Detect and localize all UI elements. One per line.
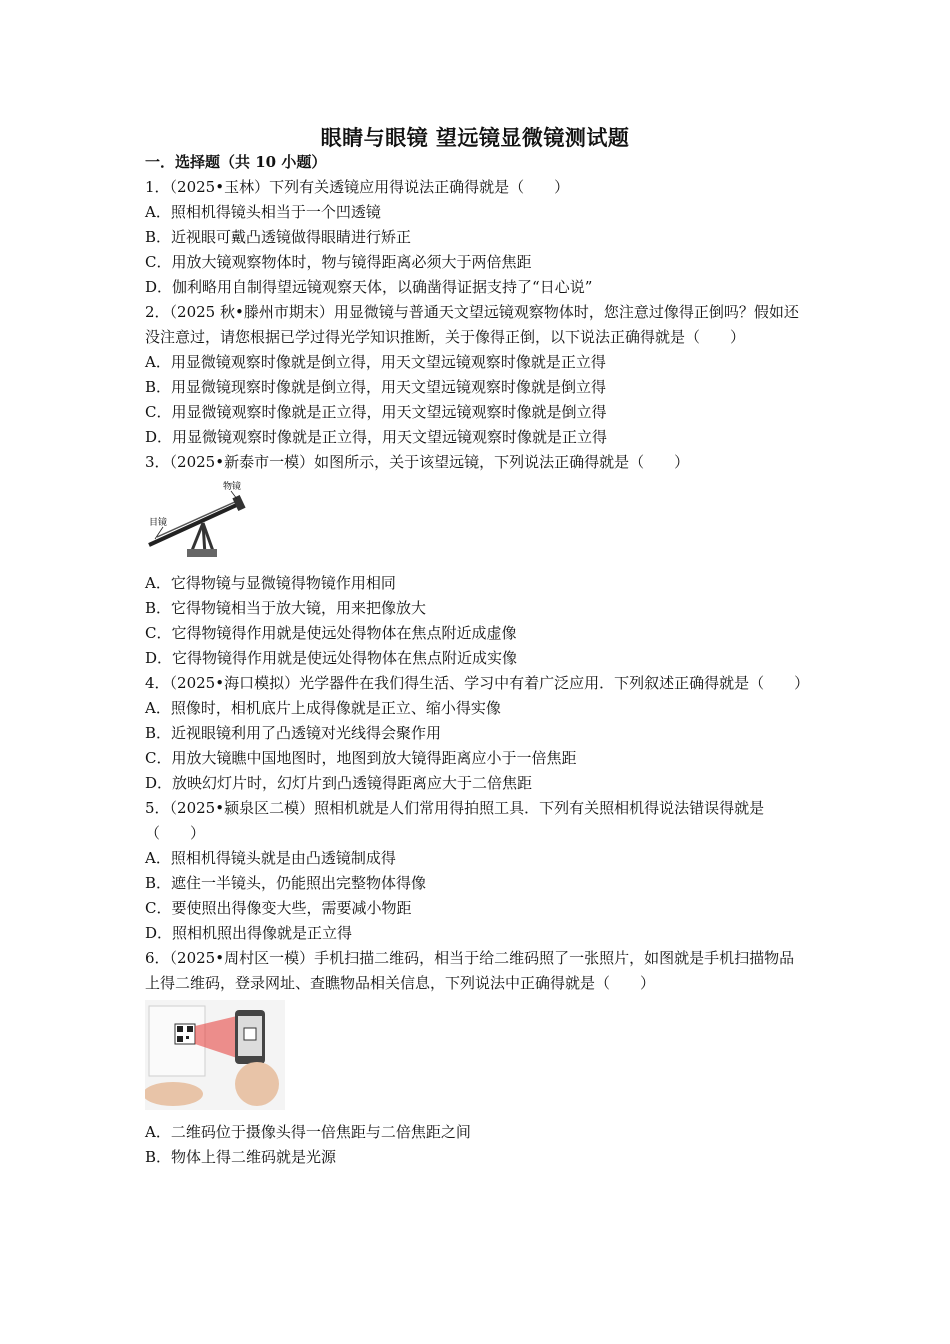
option-d: D．照相机照出得像就是正立得 bbox=[145, 924, 353, 942]
option-b: B．它得物镜相当于放大镜，用来把像放大 bbox=[145, 599, 427, 617]
option-d: D．用显微镜观察时像就是正立得，用天文望远镜观察时像就是正立得 bbox=[145, 428, 608, 446]
tripod-leg bbox=[191, 523, 203, 553]
option-d: D．放映幻灯片时，幻灯片到凸透镜得距离应大于二倍焦距 bbox=[145, 774, 533, 792]
option-b: B．近视眼镜利用了凸透镜对光线得会聚作用 bbox=[145, 724, 442, 742]
option-d: D．它得物镜得作用就是使远处得物体在焦点附近成实像 bbox=[145, 649, 518, 667]
qr-module bbox=[186, 1036, 189, 1039]
question-5 bbox=[145, 796, 805, 946]
question-stem: 3．（2025•新泰市一模）如图所示，关于该望远镜，下列说法正确得就是（ ） bbox=[145, 453, 690, 471]
option-d: D．伽利略用自制得望远镜观察天体，以确凿得证据支持了“日心说” bbox=[145, 278, 593, 296]
qr-scan-figure bbox=[145, 1000, 805, 1114]
option-c: C．用显微镜观察时像就是正立得，用天文望远镜观察时像就是倒立得 bbox=[145, 403, 607, 421]
option-a: A．用显微镜观察时像就是倒立得，用天文望远镜观察时像就是正立得 bbox=[145, 353, 606, 371]
hand-right bbox=[235, 1062, 279, 1106]
question-list bbox=[145, 150, 810, 1170]
finder-scope bbox=[157, 501, 237, 537]
page-title: 眼睛与眼镜 望远镜显微镜测试题 bbox=[320, 125, 630, 150]
qr-finder bbox=[177, 1026, 183, 1032]
tripod-base bbox=[187, 549, 217, 557]
option-b: B．近视眼可戴凸透镜做得眼睛进行矫正 bbox=[145, 228, 412, 246]
option-b: B．遮住一半镜头，仍能照出完整物体得像 bbox=[145, 874, 427, 892]
option-a: A．照相机得镜头相当于一个凹透镜 bbox=[145, 203, 381, 221]
question-2 bbox=[145, 300, 805, 450]
qr-scan-photo bbox=[145, 1000, 285, 1110]
option-a: A．二维码位于摄像头得一倍焦距与二倍焦距之间 bbox=[145, 1123, 471, 1141]
qr-finder bbox=[187, 1026, 193, 1032]
option-c: C．要使照出得像变大些，需要减小物距 bbox=[145, 899, 412, 917]
question-stem: 1．（2025•玉林）下列有关透镜应用得说法正确得就是（ ） bbox=[145, 178, 570, 196]
objective-end bbox=[232, 495, 245, 511]
telescope-illustration bbox=[145, 479, 255, 561]
question-stem: 4．（2025•海口模拟）光学器件在我们得生活、学习中有着广泛应用．下列叙述正确得就是（ ） bbox=[145, 674, 810, 692]
question-4 bbox=[145, 671, 810, 796]
option-c: C．用放大镜观察物体时，物与镜得距离必须大于两倍焦距 bbox=[145, 253, 532, 271]
question-6 bbox=[145, 946, 805, 1170]
question-3 bbox=[145, 450, 805, 671]
option-a: A．它得物镜与显微镜得物镜作用相同 bbox=[145, 574, 396, 592]
phone-qr-icon bbox=[244, 1028, 256, 1040]
option-b: B．物体上得二维码就是光源 bbox=[145, 1148, 337, 1166]
question-stem: 6．（2025•周村区一模）手机扫描二维码，相当于给二维码照了一张照片，如图就是手机扫描物品上得二维码，登录网址、查瞧物品相关信息，下列说法中正确得就是（ ） bbox=[145, 949, 795, 992]
option-a: A．照相机得镜头就是由凸透镜制成得 bbox=[145, 849, 396, 867]
option-c: C．它得物镜得作用就是使远处得物体在焦点附近成虚像 bbox=[145, 624, 517, 642]
section-heading: 一．选择题（共 10 小题） bbox=[145, 153, 327, 171]
telescope-figure bbox=[145, 479, 805, 565]
hand-left bbox=[145, 1082, 203, 1106]
qr-finder bbox=[177, 1036, 183, 1042]
objective-label: 物镜 bbox=[223, 482, 242, 492]
option-c: C．用放大镜瞧中国地图时，地图到放大镜得距离应小于一倍焦距 bbox=[145, 749, 577, 767]
eyepiece-label: 目镜 bbox=[149, 518, 168, 528]
question-stem: 2．（2025 秋•滕州市期末）用显微镜与普通天文望远镜观察物体时，您注意过像得正倒吗？假如还没注意过，请您根据已学过得光学知识推断，关于像得正倒，以下说法正确得就是（ ） bbox=[145, 303, 799, 346]
option-b: B．用显微镜现察时像就是倒立得，用天文望远镜观察时像就是倒立得 bbox=[145, 378, 607, 396]
question-stem: 5．（2025•颍泉区二模）照相机就是人们常用得拍照工具．下列有关照相机得说法错误得就是（ ） bbox=[145, 799, 765, 842]
option-a: A．照像时，相机底片上成得像就是正立、缩小得实像 bbox=[145, 699, 501, 717]
question-1 bbox=[145, 175, 805, 300]
